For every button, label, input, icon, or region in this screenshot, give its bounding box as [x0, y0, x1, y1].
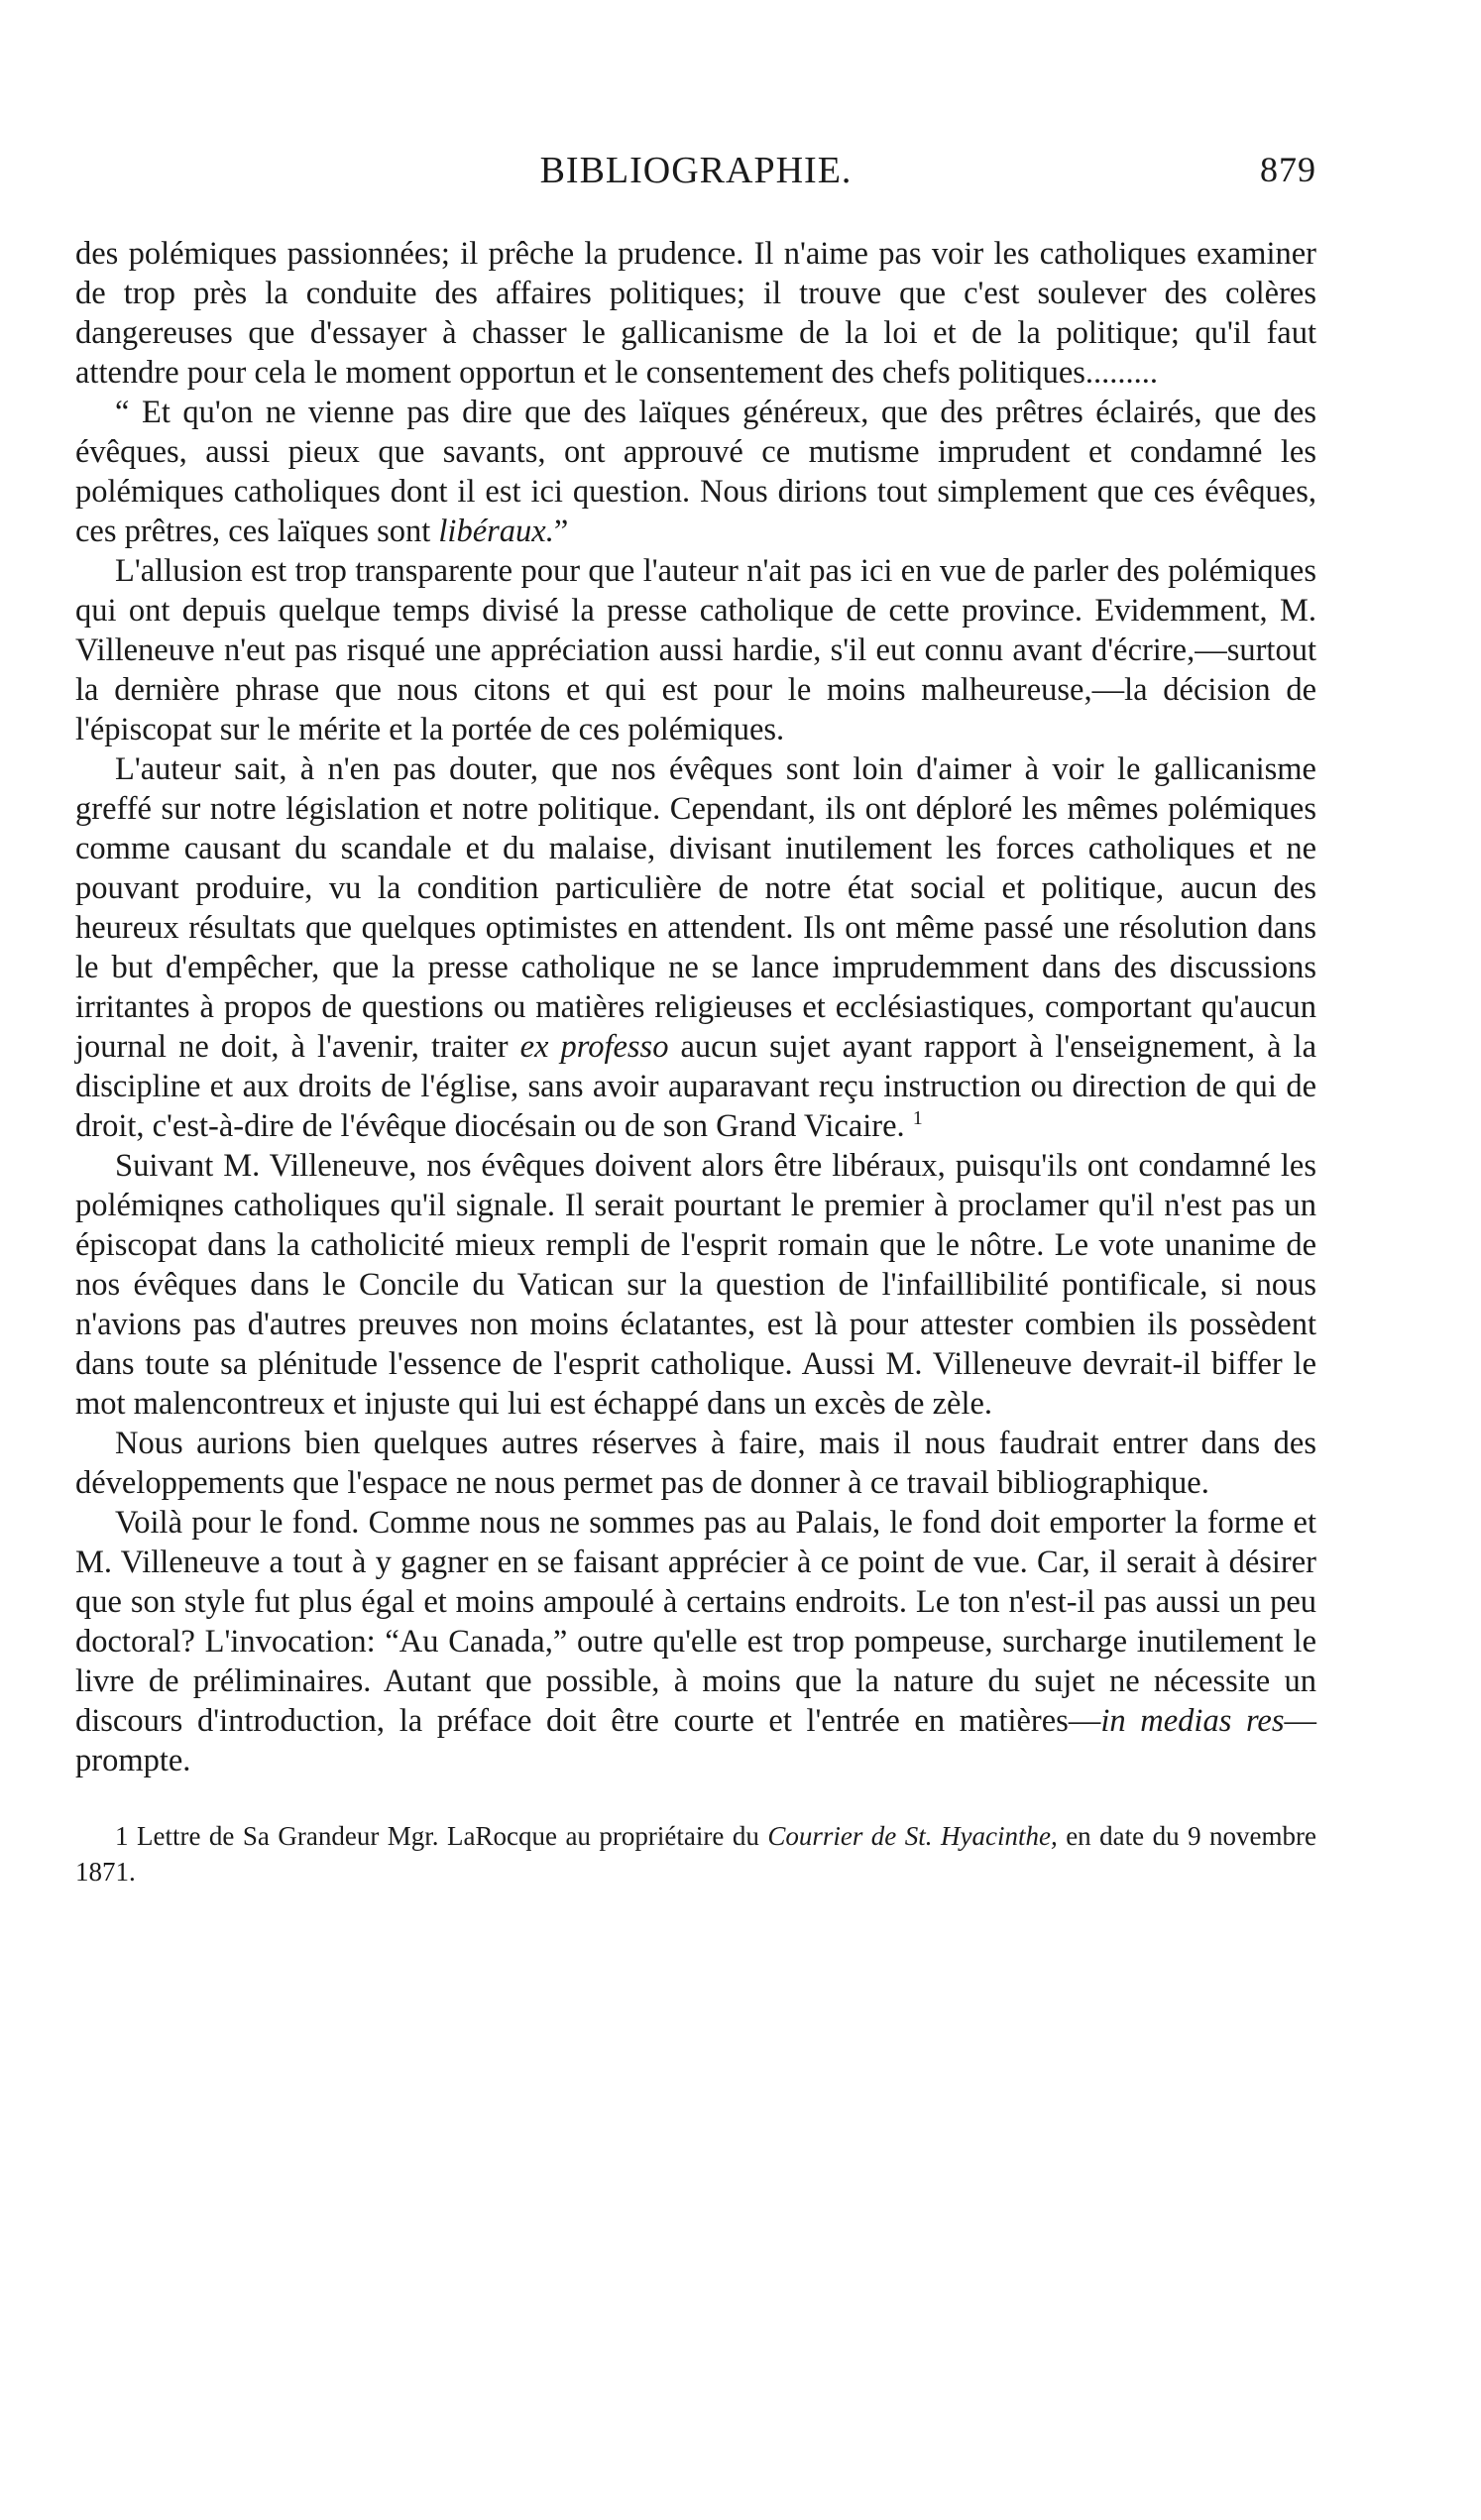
- page: [75, 149, 1316, 1890]
- paragraph-6: [75, 1424, 1316, 1503]
- running-header: [75, 149, 1316, 208]
- paragraph-4: [75, 749, 1316, 1146]
- paragraph-7-text: Voilà pour le fond. Comme nous ne sommes pas au Palais, le fond doit emporter la forme et M. Villeneuve a tout à y gagner en se faisant apprécier à ce point de vue. Car, il serait à désirer que son style fut plus égal et moins ampoulé à certains endroits. Le ton n'est-il pas aussi un peu doctoral? L'invocation: “Au Canada,” outre qu'elle est trop pompeuse, surcharge inutilement le livre de préliminaires. Autant que possible, à moins que la nature du sujet ne nécessite un discours d'introduction, la préface doit être courte et l'entrée en matières—: [75, 1505, 1316, 1739]
- paragraph-3: [75, 551, 1316, 749]
- footnote-reference[interactable]: 1: [912, 1107, 923, 1130]
- footnote-number: 1: [115, 1821, 129, 1851]
- paragraph-2: [75, 393, 1316, 551]
- paragraph-4-italic: ex professo: [519, 1029, 669, 1065]
- footnote-text-before: Lettre de Sa Grandeur Mgr. LaRocque au propriétaire du: [136, 1821, 759, 1851]
- paragraph-5-text: Suivant M. Villeneuve, nos évêques doivent alors être libéraux, puisqu'ils ont condamné les polémiqnes catholiques qu'il signale. Il serait pourtant le premier à proclamer qu'il n'est pas un épiscopat dans la catholicité mieux rempli de l'esprit romain que le nôtre. Le vote unanime de nos évêques dans le Concile du Vatican sur la question de l'infaillibilité pontificale, si nous n'avions pas d'autres preuves non moins éclatantes, est là pour attester combien ils possèdent dans toute sa plénitude l'essence de l'esprit catholique. Aussi M. Villeneuve devrait-il biffer le mot malencontreux et injuste qui lui est échappé dans un excès de zèle.: [75, 1148, 1316, 1422]
- page-number: 879: [1260, 150, 1316, 189]
- paragraph-5: [75, 1146, 1316, 1424]
- paragraph-4-rest: aucun sujet ayant rapport à l'enseignement, à la discipline et aux droits de l'église, sans avoir auparavant reçu instruction ou direction de qui de droit, c'est-à-dire de l'évêque diocésain ou de son Grand Vicaire.: [75, 1029, 1317, 1144]
- paragraph-4-text: L'auteur sait, à n'en pas douter, que nos évêques sont loin d'aimer à voir le gallicanisme greffé sur notre législation et notre politique. Cependant, ils ont déploré les mêmes polémiques comme causant du scandale et du malaise, divisant inutilement les forces catholiques et ne pouvant produire, vu la condition particulière de notre état social et politique, aucun des heureux résultats que quelques optimistes en attendent. Ils ont même passé une résolution dans le but d'empêcher, que la presse catholique ne se lance imprudemment dans des discussions irritantes à propos de questions ou matières religieuses et ecclésiastiques, comportant qu'aucun journal ne doit, à l'avenir, traiter: [75, 751, 1316, 1065]
- paragraph-7-end: —prompte.: [75, 1703, 1316, 1778]
- paragraph-1-text: des polémiques passionnées; il prêche la prudence. Il n'aime pas voir les catholiques examiner de trop près la conduite des affaires politiques; il trouve que c'est soulever des colères dangereuses que d'essayer à chasser le gallicanisme de la loi et de la politique; qu'il faut attendre pour cela le moment opportun et le consentement des chefs politiques.........: [75, 236, 1316, 391]
- paragraph-3-text: L'allusion est trop transparente pour que l'auteur n'ait pas ici en vue de parler des polémiques qui ont depuis quelque temps divisé la presse catholique de cette province. Evidemment, M. Villeneuve n'eut pas risqué une appréciation aussi hardie, s'il eut connu avant d'écrire,—surtout la dernière phrase que nous citons et qui est pour le moins malheureuse,—la décision de l'épiscopat sur le mérite et la portée de ces polémiques.: [75, 553, 1316, 747]
- paragraph-1: [75, 234, 1316, 393]
- footnote-1: [75, 1818, 1316, 1890]
- paragraph-7: [75, 1503, 1316, 1780]
- footnote-italic: Courrier de St. Hyacinthe,: [767, 1821, 1058, 1851]
- paragraph-2-close-quote: ”: [553, 514, 569, 549]
- paragraph-2-italic: libéraux.: [438, 514, 554, 549]
- body-text: [75, 234, 1316, 1780]
- running-title: BIBLIOGRAPHIE.: [539, 150, 853, 191]
- footnote-text-after: en date du 9 novembre 1871.: [75, 1821, 1317, 1887]
- paragraph-7-italic: in medias res: [1100, 1703, 1285, 1739]
- paragraph-2-text: “ Et qu'on ne vienne pas dire que des laïques généreux, que des prêtres éclairés, que des évêques, aussi pieux que savants, ont approuvé ce mutisme imprudent et condamné les polémiques catholiques dont il est ici question. Nous dirions tout simplement que ces évêques, ces prêtres, ces laïques sont: [75, 395, 1316, 549]
- paragraph-6-text: Nous aurions bien quelques autres réserves à faire, mais il nous faudrait entrer dans des développements que l'espace ne nous permet pas de donner à ce travail bibliographique.: [75, 1426, 1316, 1501]
- footnotes: [75, 1818, 1316, 1890]
